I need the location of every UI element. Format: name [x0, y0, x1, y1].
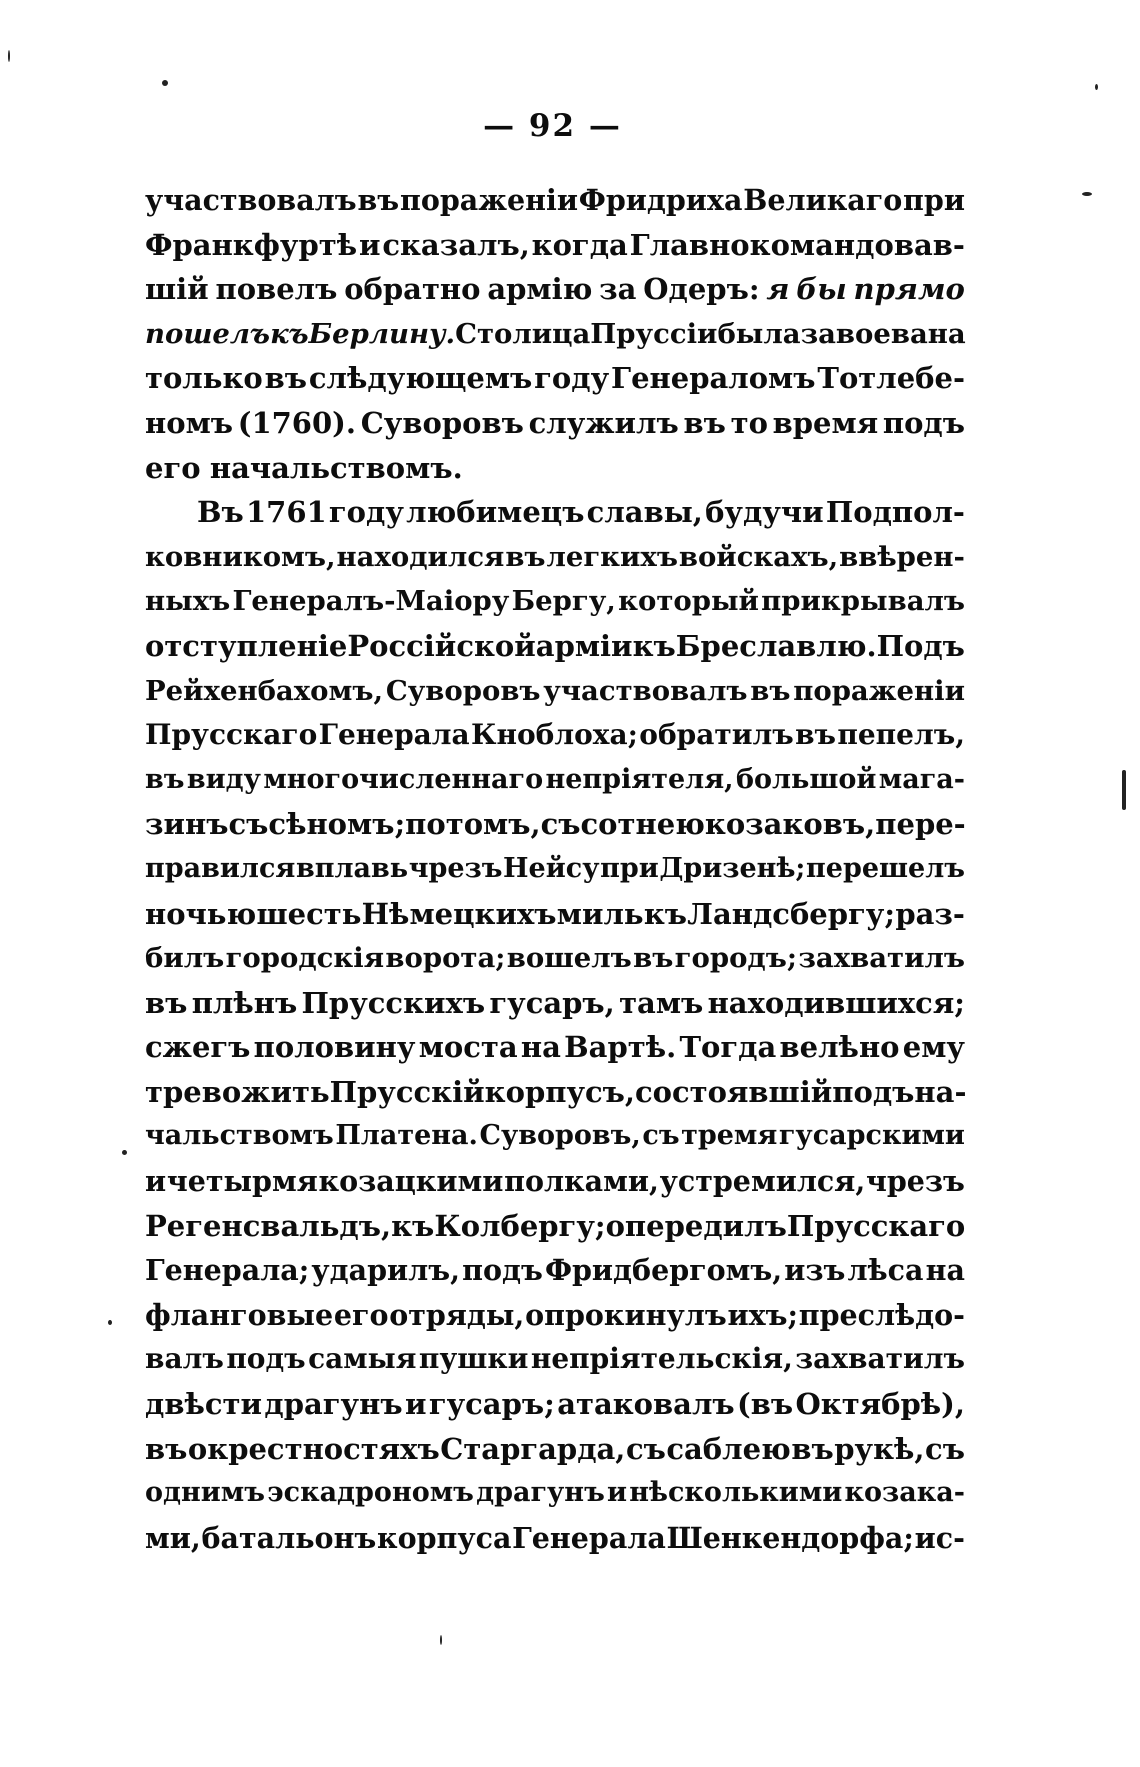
word: раз- [895, 896, 965, 931]
word: въ [357, 183, 400, 217]
word: четырмя [166, 1164, 318, 1199]
word: потомъ, [405, 807, 541, 842]
word: пошелъ [145, 317, 271, 350]
word: драгунъ [476, 1477, 605, 1509]
word: Шенкендорфа; [666, 1520, 914, 1555]
word: Платена. [335, 1120, 478, 1152]
word: ихъ; [727, 1297, 798, 1332]
word: велѣно [779, 1030, 900, 1065]
word: въ [145, 763, 185, 795]
word: обратно [344, 272, 481, 307]
word: его [333, 1297, 389, 1332]
word: Вартѣ. [564, 1030, 677, 1065]
scan-speck [8, 50, 10, 62]
word: славы, [586, 495, 703, 530]
word: городскія [225, 942, 385, 975]
scan-speck [440, 1635, 442, 1645]
word: валъ [145, 1342, 224, 1376]
word: служилъ [528, 405, 679, 440]
word: Фридбергомъ, [544, 1253, 783, 1288]
word: къ [632, 628, 676, 663]
text-line [145, 1114, 965, 1159]
word: шій [145, 272, 209, 307]
word: будучи [705, 495, 824, 530]
text-line [145, 847, 965, 892]
word: Генерала [512, 1520, 666, 1555]
word: повелъ [215, 272, 338, 307]
text-line [145, 1159, 965, 1204]
word: ему [902, 1030, 965, 1065]
word: чальствомъ [145, 1120, 334, 1152]
word: только [145, 361, 263, 396]
word: большой [735, 763, 877, 795]
word: подъ [462, 1253, 543, 1288]
word: Пруссіи [590, 317, 718, 350]
word: устремился, [659, 1164, 866, 1199]
word: саблею [666, 1431, 791, 1466]
word: вплавь [295, 852, 409, 884]
word: Великаго [743, 183, 903, 217]
word: драгунъ [264, 1387, 403, 1422]
word: участвовалъ [145, 183, 357, 217]
word: изъ [784, 1253, 846, 1288]
word: непріятельскія, [530, 1342, 793, 1376]
word: Прусскаго [145, 718, 318, 752]
text-line [145, 1248, 965, 1293]
word: Столица [455, 317, 591, 350]
word: съ [540, 807, 581, 842]
word: корпуса [376, 1520, 512, 1555]
text-line [145, 1204, 965, 1249]
word: подъ [226, 1342, 306, 1376]
word: Нѣмецкихъ [361, 896, 557, 931]
word: Дризенѣ; [659, 852, 806, 884]
word: рукѣ, [834, 1431, 925, 1466]
text-line [145, 1293, 965, 1338]
word: Генерала [318, 718, 470, 752]
word: самыя [308, 1342, 417, 1376]
word: атаковалъ [557, 1387, 735, 1422]
word: отряды, [389, 1297, 525, 1332]
word: находился [336, 540, 505, 573]
word: въ [145, 985, 188, 1020]
word: козаковъ, [704, 807, 876, 842]
word: тревожить [145, 1074, 330, 1109]
word: козака- [844, 1477, 965, 1509]
word: отступленіе [145, 628, 348, 663]
word: пораженіи [793, 674, 965, 707]
word: подъ [882, 405, 965, 440]
word: сжегъ [145, 1030, 251, 1065]
text-line [145, 802, 965, 847]
word: слѣдующемъ [308, 361, 533, 396]
word: плѣнъ [191, 985, 298, 1020]
word: Тогда [679, 1030, 777, 1065]
word: въ [505, 540, 546, 573]
word: захватилъ [795, 1342, 965, 1376]
word: гусаръ; [428, 1387, 555, 1422]
word: захватилъ [798, 942, 965, 975]
word: городъ; [674, 942, 797, 975]
word: козацкими [318, 1164, 504, 1199]
word: двѣсти [145, 1387, 263, 1422]
word: находившихся; [707, 985, 965, 1020]
word: бы [796, 272, 847, 307]
word: ныхъ [145, 585, 231, 618]
word: ударилъ, [311, 1253, 461, 1288]
word: легкихъ [546, 540, 678, 573]
text-line [145, 624, 965, 669]
word: когда [531, 227, 628, 262]
text-line [145, 936, 965, 981]
word: Регенсвальдъ, [145, 1208, 392, 1243]
word: билъ [145, 942, 225, 975]
word: Кноблоха; [471, 718, 638, 752]
word: гусарскими [778, 1120, 965, 1152]
word: (1760). [237, 405, 356, 440]
word: Суворовъ, [479, 1120, 641, 1152]
word: году [328, 495, 404, 530]
scan-speck [162, 80, 168, 86]
word: за [599, 272, 637, 307]
text-line [145, 669, 965, 714]
word: войскахъ, [678, 540, 839, 573]
word: начальствомъ. [209, 450, 463, 485]
word: и [607, 1477, 628, 1509]
scan-speck [1095, 84, 1098, 90]
word: непріятеля, [545, 763, 734, 795]
word: участвовалъ [543, 674, 748, 707]
word: Суворовъ [360, 405, 524, 440]
scan-speck [1082, 192, 1092, 196]
word: я [766, 272, 790, 307]
word: ковникомъ, [145, 540, 336, 573]
word: при [903, 183, 965, 217]
word: прямо [853, 272, 965, 307]
word: въ [683, 405, 726, 440]
word: году [534, 361, 610, 396]
word: корпусъ, [484, 1074, 636, 1109]
word: Генераломъ [611, 361, 816, 396]
word: Подъ [876, 628, 965, 663]
text-line [145, 1471, 965, 1516]
word: пушки [418, 1342, 529, 1376]
word: пораженіи [399, 183, 578, 217]
scan-speck [122, 1150, 127, 1155]
text-line [145, 981, 965, 1026]
word: Фридриха [578, 183, 743, 217]
word: съ [925, 1431, 965, 1466]
text-line [145, 267, 965, 312]
text-line [145, 1025, 965, 1070]
word: полками, [504, 1164, 659, 1199]
word: съ [625, 1431, 666, 1466]
word: тремя [681, 1120, 778, 1152]
word: моста [418, 1030, 518, 1065]
word: тамъ [619, 985, 704, 1020]
word: фланговые [145, 1297, 334, 1332]
word: половину [253, 1030, 416, 1065]
word: на- [914, 1074, 967, 1109]
text-line [145, 312, 965, 357]
word: армію [487, 272, 593, 307]
word: Прусскихъ [301, 985, 486, 1020]
word: номъ [145, 405, 234, 440]
word: любимецъ [406, 495, 585, 530]
word: шесть [256, 896, 362, 931]
word: ночью [145, 896, 257, 931]
word: сотнею [580, 807, 705, 842]
word: ми, [145, 1520, 201, 1555]
word: и [358, 227, 381, 262]
word: съ [642, 1120, 680, 1152]
word: и [145, 1164, 167, 1199]
word: Прусскій [329, 1074, 485, 1109]
text-line [145, 1337, 965, 1382]
word: перешелъ [806, 852, 965, 884]
word: сѣномъ; [268, 807, 406, 842]
word: вошелъ [506, 942, 632, 975]
word: съ [228, 807, 269, 842]
word: миль [556, 896, 644, 931]
word: ис- [914, 1520, 965, 1555]
word: Бреславлю. [675, 628, 877, 663]
word: виду [186, 763, 261, 795]
word: ворота; [385, 942, 506, 975]
word: нѣсколькими [629, 1477, 843, 1509]
word: въ [264, 361, 308, 396]
word: эскадрономъ [267, 1477, 474, 1509]
word: многочисленнаго [263, 763, 544, 795]
word: Октябрѣ), [795, 1387, 965, 1422]
word: время [772, 405, 879, 440]
word: обратилъ [639, 718, 794, 752]
word: то [730, 405, 768, 440]
word: при [600, 852, 659, 884]
word: была [717, 317, 801, 350]
word: къ [270, 317, 309, 350]
word: Одеръ: [643, 272, 760, 307]
word: и [404, 1387, 427, 1422]
word: окрестностяхъ [187, 1431, 440, 1466]
word: Берлину. [308, 317, 456, 350]
word: Бергу, [511, 585, 616, 618]
text-line [145, 401, 965, 446]
word: къ [391, 1208, 435, 1243]
word: который [618, 585, 759, 618]
text-line [145, 223, 965, 268]
word: Россійской [347, 628, 536, 663]
page-number: — 92 — [483, 108, 622, 144]
word: Рейхенбахомъ, [145, 674, 384, 707]
text-line [145, 178, 965, 223]
word: арміи [535, 628, 633, 663]
text-line [145, 446, 965, 491]
word: въ [145, 1431, 188, 1466]
word: Колбергу; [434, 1208, 606, 1243]
text-line [145, 1516, 965, 1561]
text-line [145, 713, 965, 758]
text-line [145, 758, 965, 803]
word: чрезъ [865, 1164, 965, 1199]
scan-speck [1122, 770, 1126, 810]
word: Ландсбергу; [687, 896, 896, 931]
word: Тотлебе- [817, 361, 965, 396]
word: пепелъ, [837, 718, 965, 752]
scan-speck [108, 1320, 112, 1325]
word: Нейсу [503, 852, 600, 884]
body-text [145, 178, 965, 1560]
word: въ [795, 718, 837, 752]
text-line [145, 892, 965, 937]
word: правился [145, 852, 296, 884]
word: чрезъ [408, 852, 503, 884]
word: преслѣдо- [798, 1297, 965, 1332]
word: въ [791, 1431, 834, 1466]
word: зинъ [145, 807, 229, 842]
word: въ [633, 942, 674, 975]
word: на [520, 1030, 561, 1065]
word: Прусскаго [786, 1208, 966, 1243]
word: пере- [875, 807, 966, 842]
word: мага- [878, 763, 965, 795]
word: Подпол- [825, 495, 965, 530]
text-line [145, 535, 965, 580]
word: прикрывалъ [761, 585, 965, 618]
word: опрокинулъ [525, 1297, 727, 1332]
word: Старгарда, [440, 1431, 626, 1466]
word: Генералъ-Маіору [232, 585, 510, 618]
word: состоявшій [635, 1074, 833, 1109]
word: 1761 [245, 495, 327, 530]
text-line [145, 356, 965, 401]
word: въ [750, 674, 791, 707]
word: къ [643, 896, 688, 931]
word: (въ [737, 1387, 794, 1422]
word: его [145, 450, 201, 485]
word: батальонъ [201, 1520, 377, 1555]
word: на [925, 1253, 965, 1288]
text-line [145, 1427, 965, 1472]
text-line [145, 1070, 965, 1115]
word: Въ [197, 495, 244, 530]
word: завоевана [800, 317, 966, 350]
word: однимъ [145, 1477, 265, 1509]
text-line [145, 579, 965, 624]
word: лѣса [847, 1253, 924, 1288]
word: опередилъ [605, 1208, 787, 1243]
word: Суворовъ [385, 674, 541, 707]
text-line [145, 1382, 965, 1427]
word: Франкфуртѣ [145, 227, 358, 262]
text-line [145, 490, 965, 535]
word: гусаръ, [489, 985, 615, 1020]
word: ввѣрен- [839, 540, 965, 573]
word: подъ [832, 1074, 915, 1109]
word: Главнокомандовав- [629, 227, 965, 262]
word: Генерала; [145, 1253, 310, 1288]
word: сказалъ, [382, 227, 530, 262]
